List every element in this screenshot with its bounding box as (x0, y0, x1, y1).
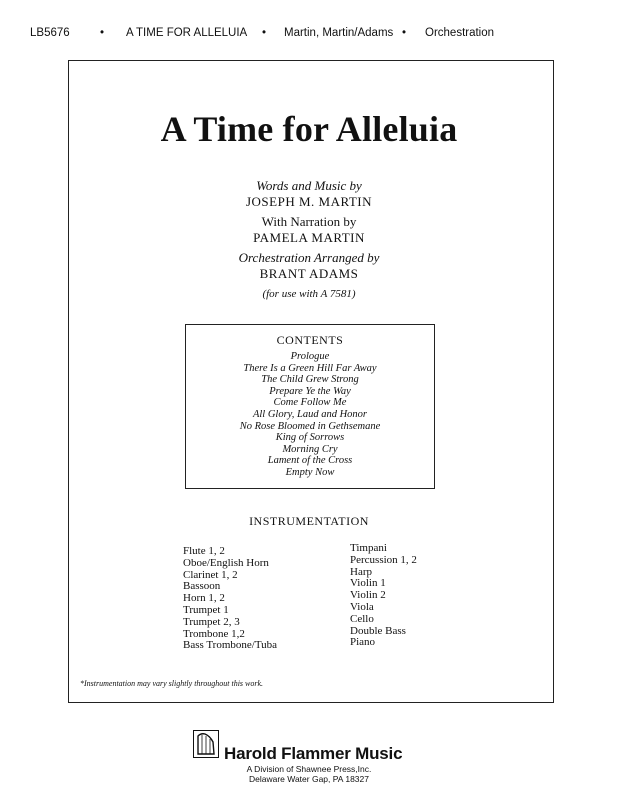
page-title: A Time for Alleluia (160, 109, 458, 149)
list-item: Bassoon (183, 580, 221, 593)
list-item: Trombone 1,2 (183, 627, 245, 640)
list-item: Prepare Ye the Way (269, 385, 351, 397)
list-item: Violin 1 (350, 577, 386, 590)
words-music-label: Words and Music by (256, 178, 362, 193)
catalog-number: LB5676 (30, 27, 70, 39)
list-item: Piano (350, 636, 376, 649)
list-item: Viola (350, 600, 374, 613)
narration-label: With Narration by (261, 214, 357, 229)
list-item: Cello (350, 612, 374, 625)
credits-block (0, 178, 618, 303)
header-title: A TIME FOR ALLELUIA (126, 27, 248, 39)
list-item: No Rose Bloomed in Gethsemane (239, 420, 381, 432)
instrumentation-list-left (183, 546, 277, 652)
composer-name: JOSEPH M. MARTIN (245, 193, 373, 209)
list-item: Trumpet 2, 3 (183, 615, 240, 628)
list-item: Percussion 1, 2 (350, 553, 417, 566)
instrumentation-list-right (350, 543, 417, 649)
publisher-address: Delaware Water Gap, PA 18327 (248, 774, 369, 784)
arranger-name: BRANT ADAMS (259, 265, 359, 281)
contents-box (185, 324, 435, 489)
list-item: Morning Cry (282, 443, 338, 455)
harp-icon (193, 730, 219, 758)
publisher-name: Harold Flammer Music (224, 744, 403, 763)
contents-heading: CONTENTS (276, 333, 344, 347)
header-separator: • (100, 27, 105, 39)
list-item: Oboe/English Horn (183, 556, 269, 569)
list-item: Trumpet 1 (183, 603, 229, 616)
list-item: Empty Now (285, 466, 335, 478)
list-item: Bass Trombone/Tuba (183, 639, 278, 652)
list-item: Harp (350, 565, 372, 578)
list-item: Timpani (350, 542, 387, 554)
use-note: (for use with A 7581) (262, 288, 356, 300)
list-item: King of Sorrows (275, 432, 345, 444)
list-item: Clarinet 1, 2 (183, 568, 238, 581)
list-item: Prologue (290, 351, 330, 362)
orchestration-label: Orchestration Arranged by (238, 250, 380, 265)
list-item: All Glory, Laud and Honor (252, 408, 368, 420)
header-separator: • (262, 27, 267, 39)
list-item: Flute 1, 2 (183, 545, 225, 557)
list-item: Violin 2 (350, 589, 386, 602)
list-item: Double Bass (350, 624, 406, 637)
list-item: There Is a Green Hill Far Away (243, 362, 377, 374)
list-item: Lament of the Cross (267, 455, 353, 467)
list-item: Horn 1, 2 (183, 592, 225, 605)
header-bar (30, 27, 590, 45)
publisher-division: A Division of Shawnee Press,Inc. (246, 764, 372, 774)
instrumentation-heading: INSTRUMENTATION (249, 514, 369, 528)
instrumentation-footnote: *Instrumentation may vary slightly throughout this work. (80, 679, 264, 688)
header-edition: Orchestration (425, 27, 495, 39)
narrator-name: PAMELA MARTIN (253, 229, 365, 245)
header-composers: Martin, Martin/Adams (284, 27, 394, 39)
header-separator: • (402, 27, 407, 39)
list-item: Come Follow Me (273, 397, 347, 409)
contents-list (186, 351, 434, 479)
list-item: The Child Grew Strong (261, 374, 359, 386)
